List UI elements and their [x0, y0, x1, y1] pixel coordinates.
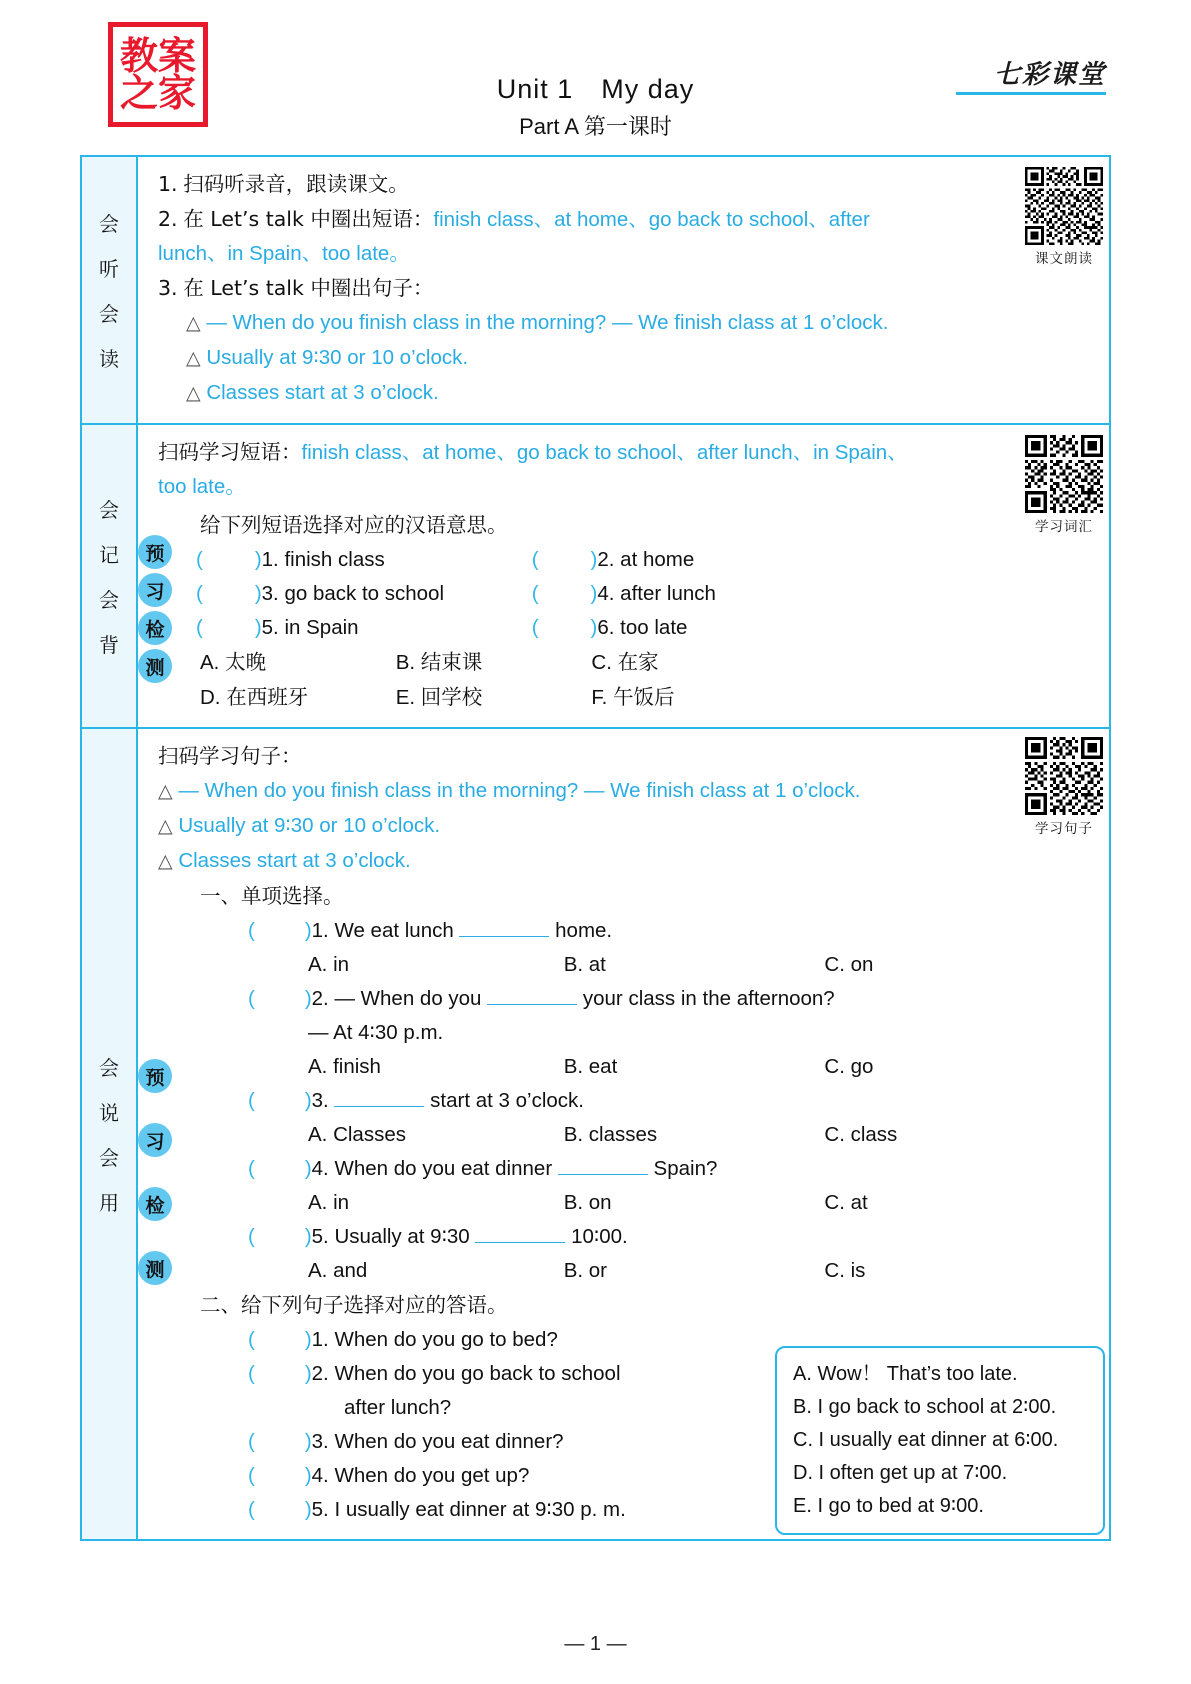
answer-blank[interactable]	[334, 1106, 424, 1107]
badge-yu: 预	[138, 1059, 172, 1093]
qr-code-sentences[interactable]	[1025, 737, 1103, 837]
lead-line	[158, 435, 1095, 470]
answer-parenthesis: (	[248, 919, 255, 942]
option[interactable]	[200, 680, 390, 715]
triangle-bullet-icon: △	[158, 816, 173, 837]
question-text-line2: after lunch?	[344, 1396, 452, 1419]
question-number: 1.	[311, 919, 329, 942]
sentence-text: — When do you finish class in the morning? — We finish class at 1 o’clock.	[178, 779, 861, 802]
section-remember-recite	[82, 425, 1109, 729]
qr-caption: 学习词汇	[1035, 519, 1093, 535]
answer-parenthesis: )	[304, 1430, 312, 1453]
match-item[interactable]	[196, 611, 526, 645]
question-text: I usually eat dinner at 9∶30 p. m.	[334, 1498, 626, 1521]
answer-blank[interactable]	[558, 1174, 648, 1175]
badge-jian: 检	[138, 1187, 172, 1221]
exercise-title	[158, 1288, 1095, 1323]
choice-row	[248, 1050, 1095, 1084]
question-row[interactable]	[248, 1084, 1095, 1118]
answer-parenthesis: (	[531, 616, 539, 639]
brand-text: 七彩课堂	[993, 60, 1106, 90]
question-number: 5.	[311, 1225, 329, 1248]
answer-parenthesis: (	[248, 1089, 255, 1112]
item-number: 6.	[597, 616, 615, 639]
item-text: go back to school	[284, 582, 445, 605]
sentence-text: Classes start at 3 o’clock.	[206, 381, 439, 404]
lead-label: 扫码学习句子：	[158, 744, 302, 768]
lead-line-cont	[158, 470, 1095, 504]
item-number: 4.	[597, 582, 615, 605]
question-stem: Usually at 9∶30	[334, 1225, 476, 1248]
option-letter: C.	[591, 651, 612, 674]
stamp-text: 教案之家	[119, 34, 196, 115]
option-letter: D.	[200, 686, 221, 709]
phrase-list: finish class、at home、go back to school、after	[433, 208, 870, 231]
answer-parenthesis: )	[590, 616, 598, 639]
item-number: 5.	[261, 616, 279, 639]
badge-yu: 预	[138, 535, 172, 569]
triangle-bullet-icon: △	[158, 851, 173, 872]
triangle-bullet-icon: △	[186, 348, 201, 369]
option[interactable]	[396, 645, 586, 680]
choice-c[interactable]: C. at	[824, 1191, 868, 1214]
choice-b[interactable]: B. at	[563, 953, 606, 976]
vlabel-char: 会	[99, 212, 119, 236]
vlabel-char: 读	[99, 347, 119, 371]
qr-icon	[1025, 435, 1103, 513]
section-speak-use	[82, 729, 1109, 1539]
question-number: 4.	[311, 1464, 329, 1487]
answer-parenthesis: )	[254, 548, 262, 571]
answer-blank[interactable]	[459, 936, 549, 937]
answer-parenthesis: )	[304, 1498, 312, 1521]
item-number: 2.	[597, 548, 615, 571]
question-number: 3.	[311, 1089, 329, 1112]
brand-underline	[956, 92, 1106, 95]
answer-parenthesis: (	[248, 1464, 255, 1487]
badge-xi: 习	[138, 1123, 172, 1157]
item-text: in Spain	[284, 616, 359, 639]
answer-parenthesis: (	[531, 548, 539, 571]
choice-a[interactable]: A. and	[308, 1259, 368, 1282]
answer-parenthesis: (	[196, 582, 203, 605]
instruction-line	[158, 271, 1095, 306]
option[interactable]	[396, 680, 586, 715]
instruction-line	[158, 237, 1095, 271]
match-row	[196, 611, 1095, 645]
question-number: 2.	[311, 987, 329, 1010]
vlabel-char: 会	[99, 1146, 119, 1170]
option[interactable]	[591, 645, 658, 680]
question-text: When do you go back to school	[334, 1362, 621, 1385]
question-number: 2.	[311, 1362, 329, 1385]
match-item[interactable]	[196, 577, 526, 611]
match-row	[196, 543, 1095, 577]
sentence-text: Classes start at 3 o’clock.	[178, 849, 411, 872]
question-stem: — When do you	[334, 987, 488, 1010]
answer-option-text: E. I go to bed at 9∶00.	[793, 1495, 984, 1517]
title-main: Unit 1 My day	[496, 74, 695, 104]
question-text: When do you get up?	[334, 1464, 530, 1487]
target-sentence	[158, 844, 1095, 879]
question-stem: We eat lunch	[334, 919, 460, 942]
answer-option[interactable]	[793, 1358, 1089, 1391]
option-text: 午饭后	[613, 685, 675, 709]
answer-parenthesis: (	[196, 548, 203, 571]
option-text: 在西班牙	[226, 685, 309, 709]
worksheet-table	[80, 155, 1111, 1541]
answer-parenthesis: )	[254, 582, 262, 605]
option-text: 在家	[617, 650, 659, 674]
target-sentence	[158, 306, 1095, 341]
qr-caption: 学习句子	[1035, 821, 1093, 837]
answer-parenthesis: (	[248, 1225, 255, 1248]
option[interactable]	[591, 680, 674, 715]
vlabel-char: 会	[99, 588, 119, 612]
question-stem-end: 10∶00.	[565, 1225, 628, 1248]
option-letter: B.	[395, 651, 416, 674]
page-header	[0, 0, 1191, 150]
vlabel-char: 会	[99, 498, 119, 522]
choice-a[interactable]: A. in	[308, 1191, 350, 1214]
answer-option[interactable]	[793, 1457, 1089, 1490]
phrase-list-cont: lunch、in Spain、too late。	[158, 242, 410, 265]
answer-parenthesis: (	[248, 987, 255, 1010]
lead-line	[158, 739, 1095, 774]
answer-parenthesis: (	[248, 1362, 255, 1385]
answer-parenthesis: )	[304, 919, 312, 942]
section-listen-read	[82, 157, 1109, 425]
question-stem-end: your class in the afternoon?	[577, 987, 835, 1010]
answer-parenthesis: )	[590, 582, 598, 605]
question-reply: — At 4∶30 p.m.	[308, 1021, 444, 1044]
section-body-listen-read	[138, 157, 1109, 423]
option-text: 回学校	[420, 685, 483, 709]
question-number: 1.	[311, 1328, 329, 1351]
choice-row	[248, 1254, 1095, 1288]
badge-group-preview	[138, 535, 178, 683]
question-text: When do you eat dinner?	[334, 1430, 564, 1453]
qr-icon	[1025, 167, 1103, 245]
exercise-title	[158, 879, 1095, 914]
match-row	[196, 577, 1095, 611]
option-row	[196, 680, 1095, 715]
choice-b[interactable]: B. eat	[563, 1055, 618, 1078]
qr-caption: 课文朗读	[1035, 251, 1093, 267]
qr-code-text-reading[interactable]	[1025, 167, 1103, 267]
item-number: 3.	[261, 582, 279, 605]
item-text: after lunch	[620, 582, 716, 605]
option-text: 结束课	[420, 650, 483, 674]
item-text: 在 Let’s talk 中圈出短语：	[183, 207, 434, 231]
choice-row	[248, 1186, 1095, 1220]
vlabel-char: 会	[99, 302, 119, 326]
answer-parenthesis: (	[248, 1328, 255, 1351]
section-body-speak-use	[138, 729, 1109, 1539]
question-row[interactable]	[248, 1220, 1095, 1254]
brand-logo	[956, 54, 1106, 95]
page-footer: — 1 —	[564, 1633, 627, 1655]
answer-blank[interactable]	[487, 1004, 577, 1005]
item-number: 2.	[158, 207, 178, 231]
choice-a[interactable]: A. Classes	[308, 1123, 406, 1146]
question-row[interactable]	[248, 914, 1095, 948]
vlabel-char: 会	[99, 1056, 119, 1080]
qr-code-vocabulary[interactable]	[1025, 435, 1103, 535]
triangle-bullet-icon: △	[186, 313, 201, 334]
vlabel-char: 听	[99, 257, 119, 281]
question-text: When do you go to bed?	[334, 1328, 558, 1351]
question-number: 3.	[311, 1430, 329, 1453]
instruction-line	[158, 202, 1095, 237]
item-text: at home	[620, 548, 695, 571]
option-text: 太晚	[225, 650, 267, 674]
question-stem-end: home.	[549, 919, 613, 942]
badge-ce: 测	[138, 1251, 172, 1285]
answer-option[interactable]	[793, 1391, 1089, 1424]
vlabel-char: 说	[99, 1101, 119, 1125]
answer-parenthesis: )	[304, 1225, 312, 1248]
sentence-text: — When do you finish class in the morning? — We finish class at 1 o’clock.	[206, 311, 889, 334]
answer-parenthesis: )	[304, 1157, 312, 1180]
qr-icon	[1025, 737, 1103, 815]
target-sentence	[158, 809, 1095, 844]
choice-c[interactable]: C. go	[824, 1055, 874, 1078]
badge-xi: 习	[138, 573, 172, 607]
answer-parenthesis: )	[304, 1089, 312, 1112]
item-number: 3.	[158, 276, 178, 300]
exercise-title-text: 一、单项选择。	[200, 884, 344, 908]
answer-parenthesis: (	[248, 1157, 255, 1180]
answer-option-text: C. I usually eat dinner at 6∶00.	[793, 1429, 1059, 1451]
answer-blank[interactable]	[475, 1242, 565, 1243]
target-sentence	[158, 376, 1095, 411]
instruction-text: 给下列短语选择对应的汉语意思。	[200, 513, 508, 537]
question-row[interactable]	[248, 982, 1095, 1016]
choice-b[interactable]: B. classes	[563, 1123, 658, 1146]
item-text: 扫码听录音，跟读课文。	[183, 172, 409, 196]
instruction-line	[158, 167, 1095, 202]
vlabel-char: 背	[99, 633, 119, 657]
answer-options-box	[775, 1346, 1105, 1535]
section-label-listen-read	[82, 157, 138, 423]
choice-row	[248, 1118, 1095, 1152]
answer-parenthesis: )	[254, 616, 262, 639]
answer-option[interactable]	[793, 1424, 1089, 1457]
option-letter: E.	[395, 686, 416, 709]
lead-label: 扫码学习短语：	[158, 440, 302, 464]
triangle-bullet-icon: △	[158, 781, 173, 802]
match-item[interactable]	[532, 577, 716, 611]
answer-parenthesis: )	[304, 1362, 312, 1385]
answer-parenthesis: )	[304, 987, 312, 1010]
item-text: 在 Let’s talk 中圈出句子：	[183, 276, 434, 300]
sentence-text: Usually at 9∶30 or 10 o’clock.	[206, 346, 469, 369]
choice-c[interactable]: C. on	[824, 953, 874, 976]
answer-parenthesis: (	[196, 616, 203, 639]
choice-c[interactable]: C. is	[824, 1259, 866, 1282]
question-number: 5.	[311, 1498, 329, 1521]
answer-parenthesis: )	[590, 548, 598, 571]
match-item[interactable]	[532, 543, 695, 577]
answer-option-text: B. I go back to school at 2∶00.	[793, 1396, 1057, 1418]
option-letter: F.	[591, 686, 608, 709]
answer-parenthesis: (	[248, 1430, 255, 1453]
choice-a[interactable]: A. finish	[308, 1055, 381, 1078]
answer-option-text: D. I often get up at 7∶00.	[793, 1462, 1008, 1484]
badge-group-preview	[138, 1059, 178, 1285]
item-number: 1.	[158, 172, 178, 196]
answer-parenthesis: (	[248, 1498, 255, 1521]
question-number: 4.	[311, 1157, 329, 1180]
option-row	[196, 645, 1095, 680]
title-sub: Part A 第一课时	[519, 114, 672, 139]
badge-jian: 检	[138, 611, 172, 645]
exercise-instruction	[158, 508, 1095, 543]
choice-row	[248, 948, 1095, 982]
answer-parenthesis: )	[304, 1328, 312, 1351]
question-stem-line2	[248, 1016, 1095, 1050]
triangle-bullet-icon: △	[186, 383, 201, 404]
choice-b[interactable]: B. or	[563, 1259, 607, 1282]
item-text: finish class	[284, 548, 385, 571]
option[interactable]	[200, 645, 390, 680]
phrase-list-cont: too late。	[158, 475, 246, 498]
answer-parenthesis: )	[304, 1464, 312, 1487]
badge-ce: 测	[138, 649, 172, 683]
answer-option[interactable]	[793, 1490, 1089, 1523]
vlabel-char: 记	[99, 543, 119, 567]
section-label-remember-recite	[82, 425, 138, 727]
target-sentence	[158, 774, 1095, 809]
match-item[interactable]	[532, 611, 688, 645]
choice-c[interactable]: C. class	[824, 1123, 898, 1146]
vlabel-char: 用	[99, 1191, 119, 1215]
match-item[interactable]	[196, 543, 526, 577]
sentence-text: Usually at 9∶30 or 10 o’clock.	[178, 814, 441, 837]
question-stem-end: Spain?	[647, 1157, 718, 1180]
phrase-list: finish class、at home、go back to school、after lunch、in Spain、	[301, 441, 908, 464]
choice-b[interactable]: B. on	[563, 1191, 612, 1214]
answer-parenthesis: (	[531, 582, 539, 605]
choice-a[interactable]: A. in	[308, 953, 350, 976]
question-row[interactable]	[248, 1152, 1095, 1186]
target-sentence	[158, 341, 1095, 376]
question-stem: When do you eat dinner	[334, 1157, 558, 1180]
item-number: 1.	[261, 548, 279, 571]
option-letter: A.	[200, 651, 220, 674]
exercise-title-text: 二、给下列句子选择对应的答语。	[200, 1293, 508, 1317]
answer-option-text: A. Wow！ That’s too late.	[793, 1363, 1018, 1385]
question-stem-end: start at 3 o’clock.	[424, 1089, 584, 1112]
item-text: too late	[620, 616, 688, 639]
section-label-speak-use	[82, 729, 138, 1539]
section-body-remember-recite	[138, 425, 1109, 727]
